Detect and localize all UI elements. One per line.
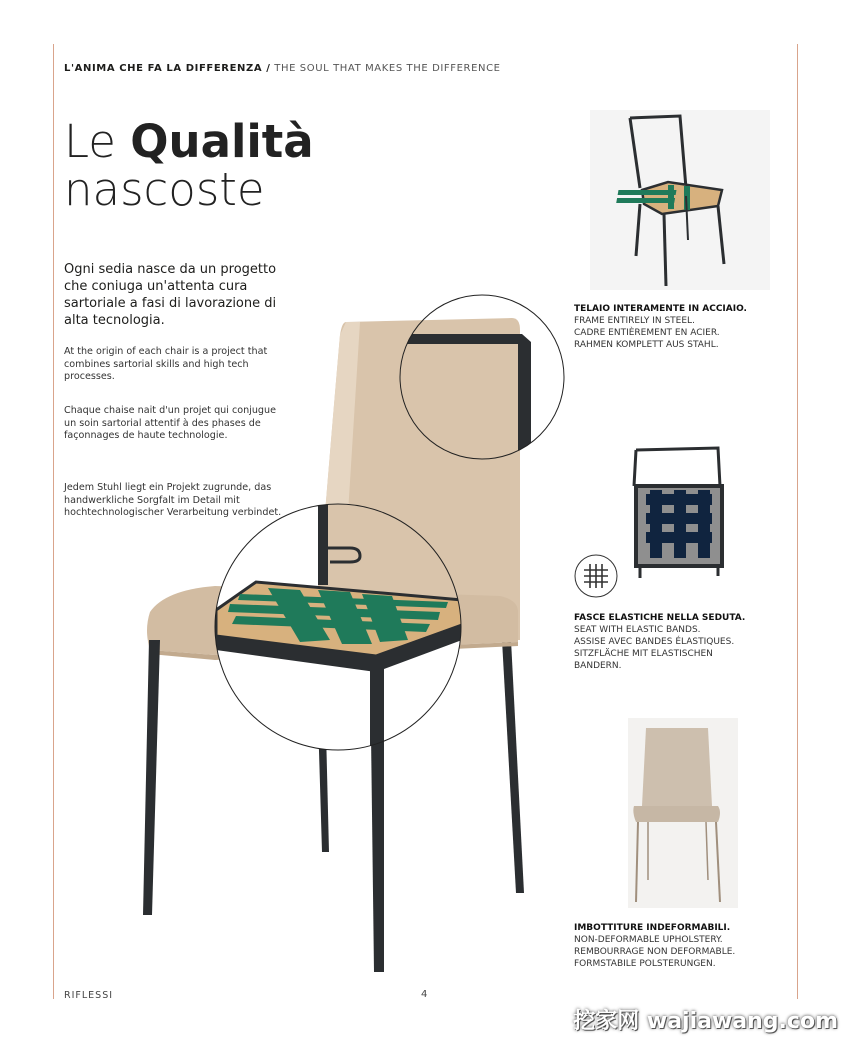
caption-elastic-bands-line: ASSISE AVEC BANDES ÉLASTIQUES. bbox=[574, 637, 735, 647]
watermark: 挖家网 wajiawang.com bbox=[573, 1009, 838, 1034]
page-number: 4 bbox=[421, 989, 428, 1000]
caption-steel-frame-line: CADRE ENTIÈREMENT EN ACIER. bbox=[574, 328, 720, 338]
caption-elastic-bands-line: SEAT WITH ELASTIC BANDS. bbox=[574, 625, 701, 635]
title-word-qualita: Qualità bbox=[130, 115, 314, 168]
caption-steel-frame-heading: TELAIO INTERAMENTE IN ACCIAIO. bbox=[574, 304, 747, 314]
caption-upholstery-line: NON-DEFORMABLE UPHOLSTERY. bbox=[574, 935, 723, 945]
lead-paragraph-italian: Ogni sedia nasce da un progetto che coniuga un'attenta cura sartoriale a fasi di lavorazione di alta tecnologia. bbox=[64, 262, 277, 328]
title-word-nascoste: nascoste bbox=[64, 163, 265, 216]
caption-upholstery bbox=[574, 922, 774, 970]
caption-steel-frame bbox=[574, 303, 774, 351]
elastic-bands-image bbox=[630, 440, 730, 580]
paragraph-french: Chaque chaise nait d'un projet qui conjugue un soin sartorial attentif à des phases de façonnages de haute technologie. bbox=[64, 405, 277, 441]
caption-elastic-bands-heading: FASCE ELASTICHE NELLA SEDUTA. bbox=[574, 613, 746, 623]
weave-pattern-icon bbox=[575, 555, 617, 597]
caption-steel-frame-line: FRAME ENTIRELY IN STEEL. bbox=[574, 316, 695, 326]
caption-upholstery-line: REMBOURRAGE NON DEFORMABLE. bbox=[574, 947, 736, 957]
kicker-english: THE SOUL THAT MAKES THE DIFFERENCE bbox=[274, 63, 501, 74]
title-word-le: Le bbox=[64, 115, 116, 168]
caption-elastic-bands-line: SITZFLÄCHE MIT ELASTISCHEN bbox=[574, 649, 713, 659]
kicker-italian: L'ANIMA CHE FA LA DIFFERENZA / bbox=[64, 63, 271, 74]
paragraph-german: Jedem Stuhl liegt ein Projekt zugrunde, das handwerkliche Sorgfalt im Detail mit hochtechnologischer Verarbeitung verbindet. bbox=[64, 482, 282, 518]
footer-brand: RIFLESSI bbox=[64, 990, 114, 1001]
caption-elastic-bands-line: BANDERN. bbox=[574, 661, 622, 671]
caption-steel-frame-line: RAHMEN KOMPLETT AUS STAHL. bbox=[574, 340, 719, 350]
paragraph-english: At the origin of each chair is a project that combines sartorial skills and high tech processes. bbox=[64, 346, 268, 382]
upholstered-chair-image bbox=[628, 718, 738, 908]
caption-upholstery-heading: IMBOTTITURE INDEFORMABILI. bbox=[574, 923, 731, 933]
caption-elastic-bands bbox=[574, 612, 774, 672]
steel-frame-chair-image bbox=[590, 110, 770, 290]
caption-upholstery-line: FORMSTABILE POLSTERUNGEN. bbox=[574, 959, 716, 969]
